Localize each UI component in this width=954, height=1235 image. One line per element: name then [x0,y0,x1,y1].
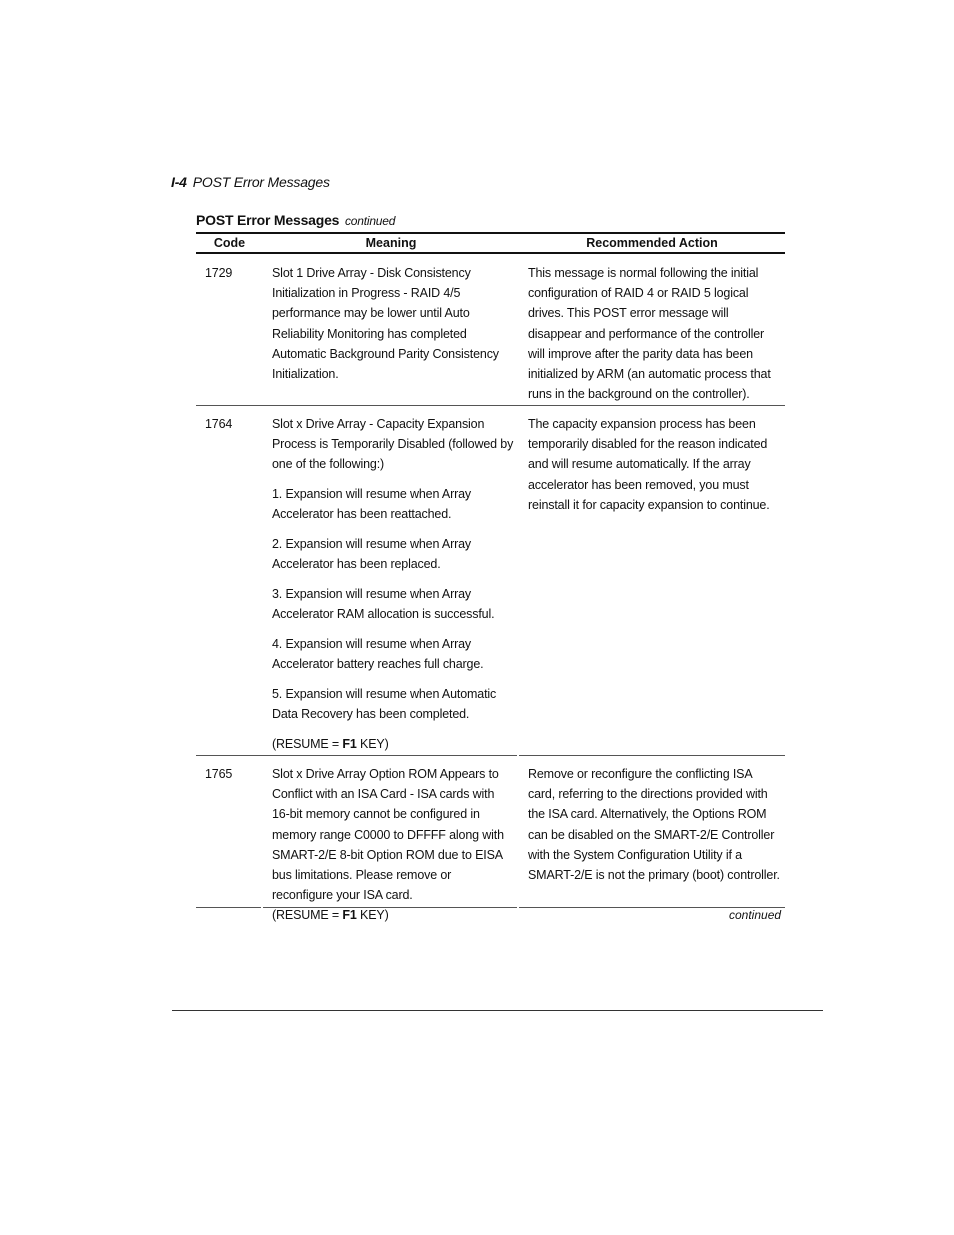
table-row [196,406,785,756]
page-number: I-4 [171,174,187,190]
action-paragraph: Remove or reconfigure the conflicting ISA card, referring to the directions provided with the ISA card. Alternatively, the Options ROM can be disabled on the SMART-2/E Controller with the System Configuration Utility if a SMART-2/E is not the primary (boot) controller. [528,767,780,883]
meaning-list-item: 2. Expansion will resume when Array Accelerator has been replaced. [272,537,472,572]
meaning-list-item: 5. Expansion will resume when Automatic Data Recovery has been completed. [272,687,497,722]
row-action [519,414,785,756]
resume-key: F1 [342,737,357,752]
resume-suffix: KEY) [356,908,389,923]
meaning-paragraph [272,764,515,926]
meaning-paragraph: Slot x Drive Array - Capacity Expansion Process is Temporarily Disabled (followed by one of the following:) [272,417,514,472]
header-action: Recommended Action [586,236,718,250]
row-code: 1729 [205,266,233,280]
row-divider [196,907,261,908]
row-code: 1764 [205,417,233,431]
table-row [196,263,785,406]
resume-instruction [272,734,515,754]
row-meaning [263,263,519,406]
row-meaning [263,414,519,756]
meaning-list-item: 1. Expansion will resume when Array Accelerator has been reattached. [272,487,472,522]
running-head [171,174,330,190]
row-action [519,263,785,406]
meaning-list-item: 4. Expansion will resume when Array Accelerator battery reaches full charge. [272,637,484,672]
footer-rule [172,1010,823,1011]
header-meaning: Meaning [365,236,417,250]
resume-suffix: KEY) [356,737,389,752]
row-divider [263,907,517,908]
table-title [196,212,395,228]
resume-prefix: (RESUME = [272,908,343,923]
action-paragraph: This message is normal following the initial configuration of RAID 4 or RAID 5 logical drives. This POST error message will disappear and performance of the controller will improve after the parity data has been initialized by ARM (an automatic process that runs in the background on the controller). [528,266,771,402]
table-title-text: POST Error Messages [196,212,340,228]
table-header [196,232,785,254]
row-code: 1765 [205,767,233,781]
action-paragraph: The capacity expansion process has been temporarily disabled for the reason indicated and will resume automatically. If the array accelerator has been removed, you must reinstall it for capacity expansion to continue. [528,417,770,512]
meaning-list-item: 3. Expansion will resume when Array Accelerator RAM allocation is successful. [272,587,495,622]
header-code: Code [213,236,246,250]
row-action [519,764,785,908]
resume-prefix: (RESUME = [272,737,343,752]
row-meaning [263,764,519,923]
resume-key: F1 [342,908,357,923]
meaning-text: Slot x Drive Array Option ROM Appears to Conflict with an ISA Card - ISA cards with 16-bit memory cannot be configured in memory range C0000 to DFFFF along with SMART-2/E 8-bit Option ROM due to EISA bus limitations. Please remove or reconfigure your ISA card. [272,767,504,903]
section-title: POST Error Messages [192,174,330,190]
meaning-paragraph: Slot 1 Drive Array - Disk Consistency Initialization in Progress - RAID 4/5 performance may be lower until Auto Reliability Monitoring has completed Automatic Background Parity Consistency Initialization. [272,266,499,382]
continued-note: continued [729,908,782,922]
table-title-suffix: continued [344,214,396,228]
